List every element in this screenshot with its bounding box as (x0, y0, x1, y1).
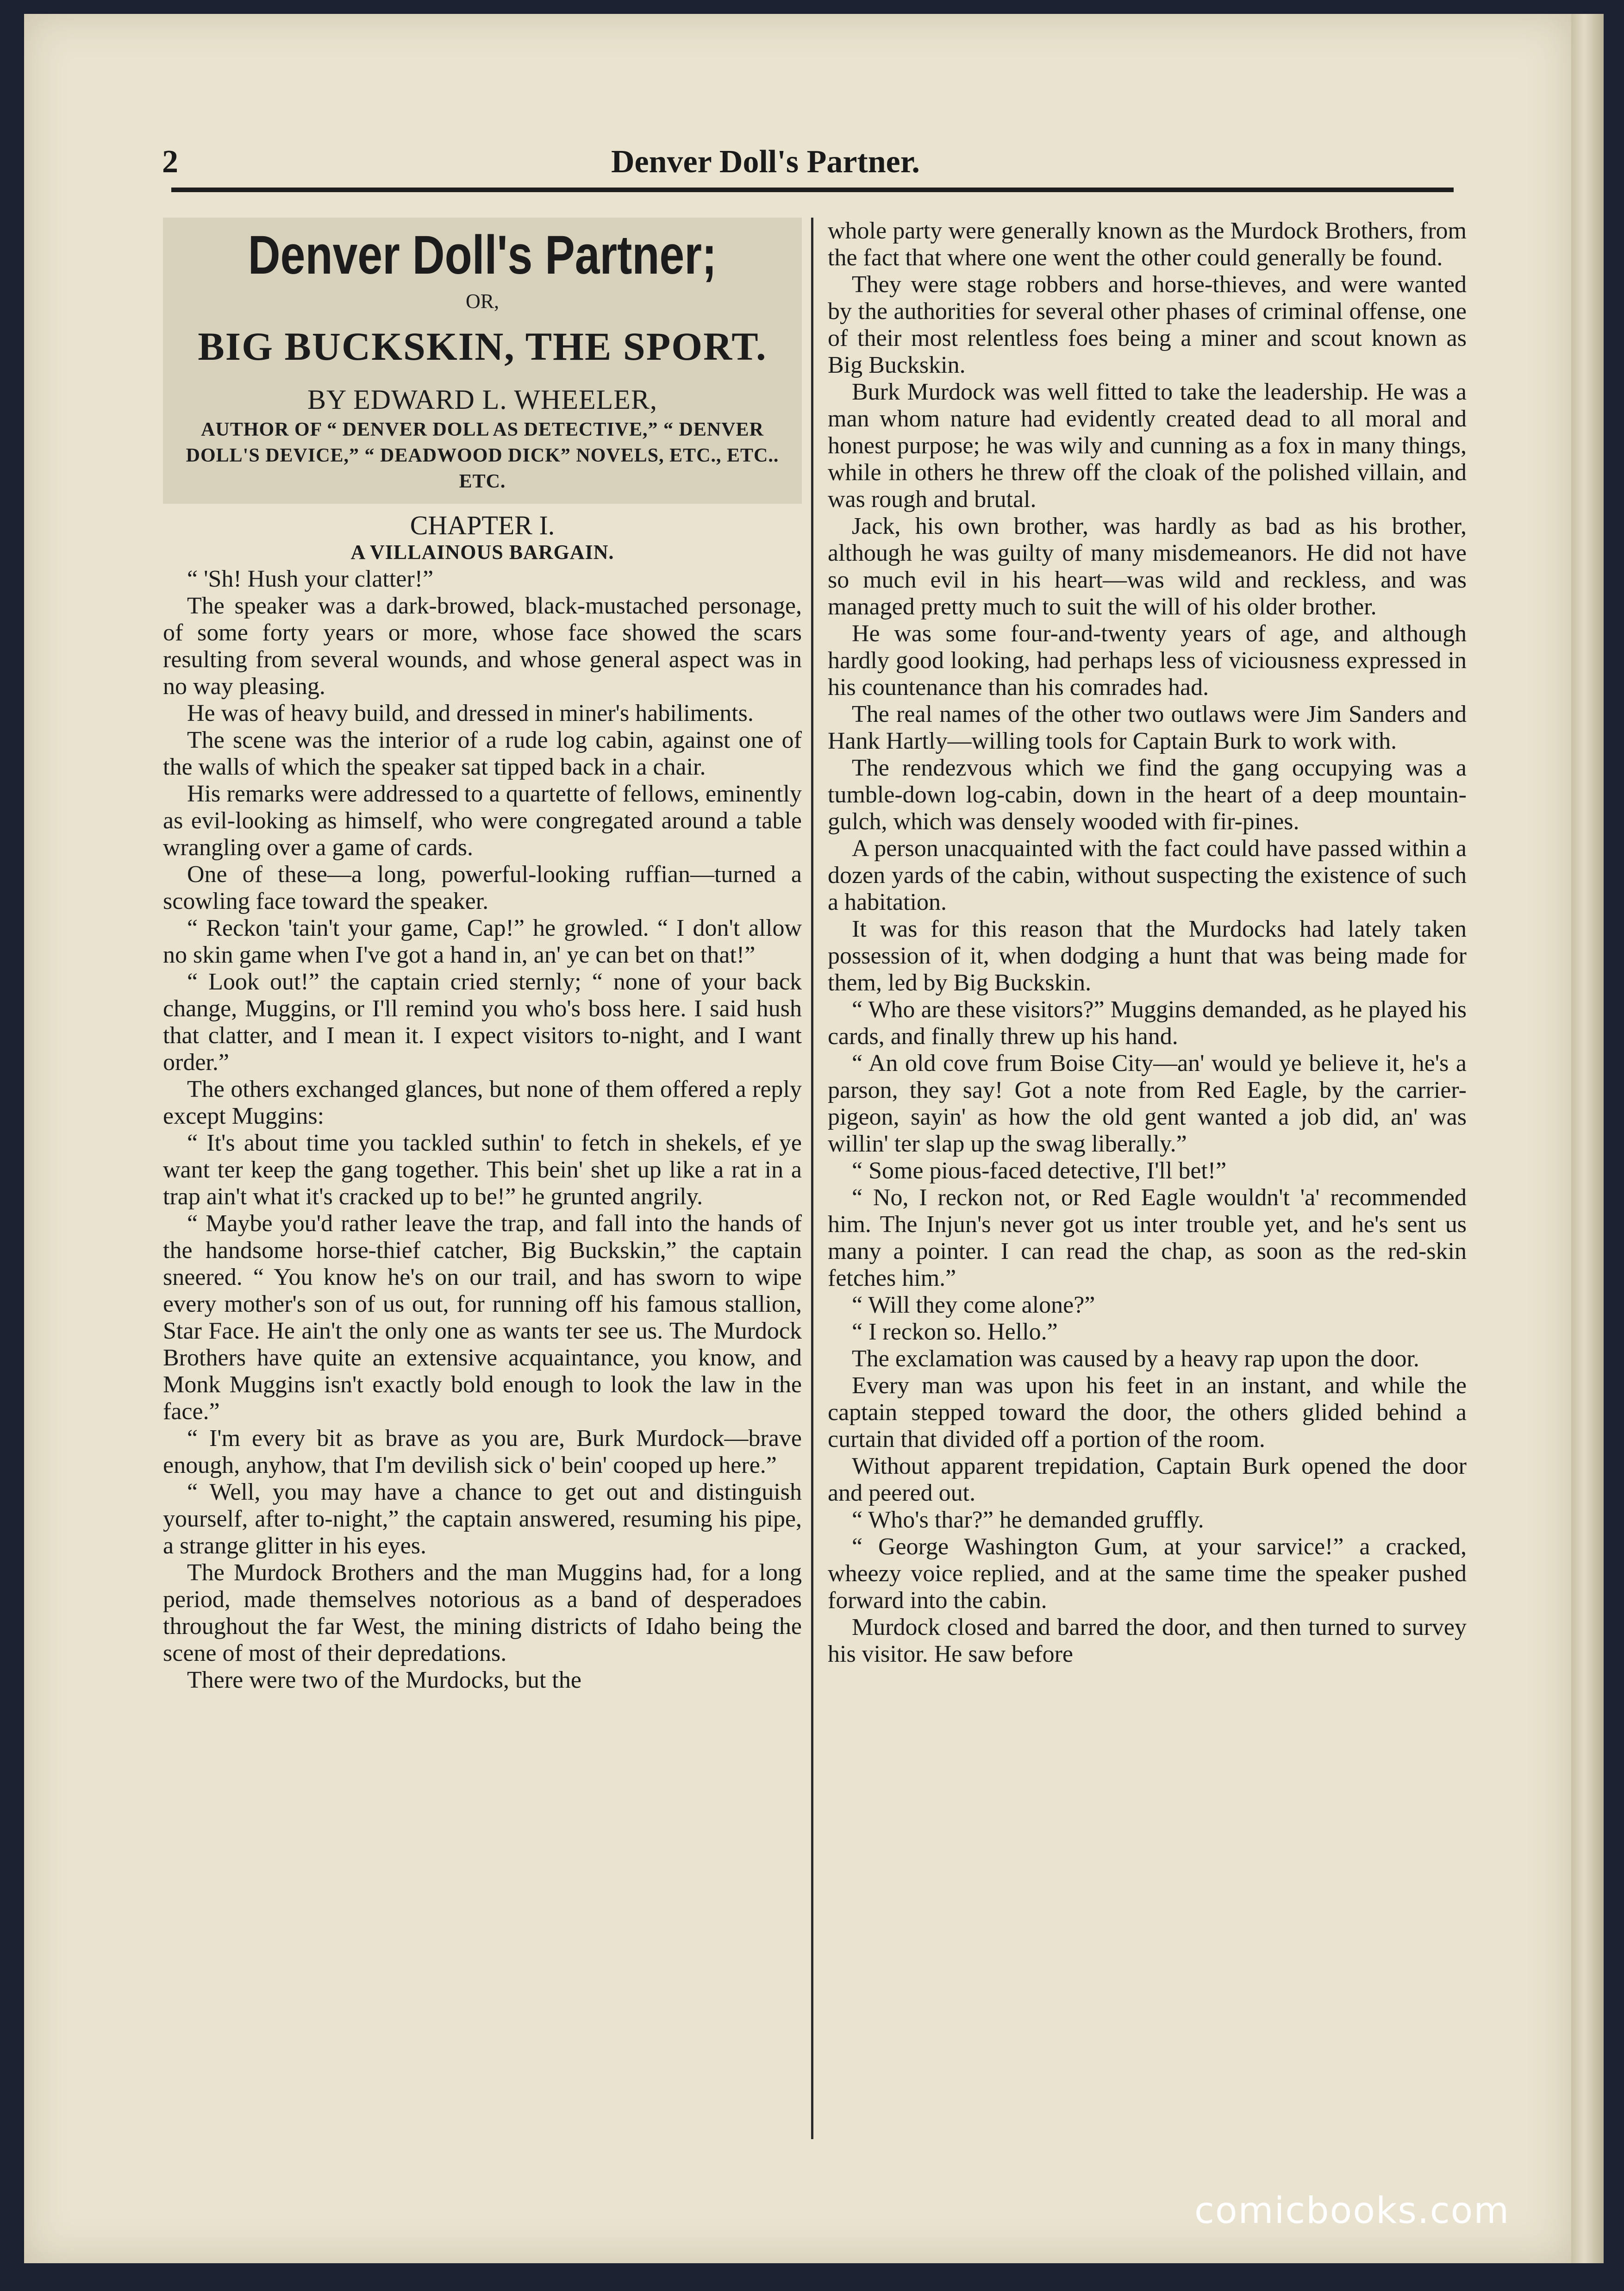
paragraph: The rendezvous which we find the gang occupying was a tumble-down log-cabin, down in the heart of a deep mountain-gulch, which was densely wooded with fir-pines. (828, 755, 1467, 835)
author-of: AUTHOR OF “ DENVER DOLL AS DETECTIVE,” “ DENVER DOLL'S DEVICE,” “ DEADWOOD DICK” NOVELS, ETC., ETC.. ETC. (186, 419, 779, 492)
paragraph: The speaker was a dark-browed, black-mustached personage, of some forty years or more, whose face showed the scars resulting from several wounds, and whose general aspect was in no way pleasing. (163, 593, 802, 700)
paragraph: Every man was upon his feet in an instant, and while the captain stepped toward the door, the others glided behind a curtain that divided off a portion of the room. (828, 1372, 1467, 1452)
chapter-title: A VILLAINOUS BARGAIN. (350, 541, 614, 563)
paragraph: “ Reckon 'tain't your game, Cap!” he growled. “ I don't allow no skin game when I've got a hand in, an' ye can bet on that!” (163, 915, 802, 968)
paragraph: “ Look out!” the captain cried sternly; “ none of your back change, Muggins, or I'll remind you who's boss here. I said hush that clatter, and I mean it. I expect visitors to-night, and I want order.” (163, 969, 802, 1076)
left-column (163, 218, 802, 1694)
site-watermark: comicbooks.com (1194, 2190, 1510, 2232)
chapter-number: CHAPTER I. (410, 510, 555, 540)
paragraph: “ Some pious-faced detective, I'll bet!” (852, 1158, 1227, 1184)
story-subtitle: BIG BUCKSKIN, THE SPORT. (198, 324, 767, 369)
paragraph: The scene was the interior of a rude log cabin, against one of the walls of which the speaker sat tipped back in a chair. (163, 727, 802, 780)
paragraph: whole party were generally known as the Murdock Brothers, from the fact that where one went the other could generally be found. (828, 218, 1467, 271)
paragraph: Jack, his own brother, was hardly as bad as his brother, although he was guilty of many misdemeanors. He did not have so much evil in his heart—was wild and reckless, and was managed pretty much to suit the will of his older brother. (828, 513, 1467, 620)
paragraph: A person unacquainted with the fact could have passed within a dozen yards of the cabin, without suspecting the existence of such a habitation. (828, 835, 1467, 915)
column-rule (811, 218, 813, 2139)
story-title: Denver Doll's Partner; (248, 225, 717, 286)
paragraph: “ It's about time you tackled suthin' to fetch in shekels, ef ye want ter keep the gang together. This bein' shet up like a rat in a trap ain't what it's cracked up to be!” he grunted angrily. (163, 1130, 802, 1210)
header-rule (171, 188, 1454, 192)
page-edge (1571, 14, 1604, 2263)
paragraph: “ No, I reckon not, or Red Eagle wouldn't 'a' recommended him. The Injun's never got us inter trouble yet, and he's sent us many a pointer. I can read the chap, as soon as the red-skin fetches him.” (828, 1184, 1467, 1291)
paragraph: “ An old cove frum Boise City—an' would ye believe it, he's a parson, they say! Got a note from Red Eagle, by the carrier-pigeon, sayin' as how the old gent wanted a job did, an' was willin' ter slap up the swag liberally.” (828, 1050, 1467, 1157)
right-column (828, 218, 1467, 1668)
paragraph: “ Who are these visitors?” Muggins demanded, as he played his cards, and finally threw up his hand. (828, 996, 1467, 1050)
paragraph: “ Maybe you'd rather leave the trap, and fall into the hands of the handsome horse-thief catcher, Big Buckskin,” the captain sneered. “ You know he's on our trail, and has sworn to wipe every mother's son of us out, for running off his famous stallion, Star Face. He ain't the only one as wants ter see us. The Murdock Brothers have quite an extensive acquaintance, you know, and Monk Muggins isn't exactly bold enough to look the law in the face.” (163, 1210, 802, 1425)
paragraph: “ George Washington Gum, at your sarvice!” a cracked, wheezy voice replied, and at the same time the speaker pushed forward into the cabin. (828, 1534, 1467, 1614)
byline: BY EDWARD L. WHEELER, (307, 384, 657, 415)
paragraph: “ I reckon so. Hello.” (852, 1319, 1058, 1345)
paragraph: One of these—a long, powerful-looking ruffian—turned a scowling face toward the speaker. (163, 861, 802, 914)
paragraph: “ 'Sh! Hush your clatter!” (187, 566, 434, 592)
paragraph: Murdock closed and barred the door, and then turned to survey his visitor. He saw before (828, 1614, 1467, 1667)
paragraph: The others exchanged glances, but none of them offered a reply except Muggins: (163, 1076, 802, 1129)
paragraph: The real names of the other two outlaws were Jim Sanders and Hank Hartly—willing tools for Captain Burk to work with. (828, 701, 1467, 754)
running-title: Denver Doll's Partner. (611, 144, 920, 180)
title-or: OR, (465, 290, 500, 313)
paragraph: “ Well, you may have a chance to get out and distinguish yourself, after to-night,” the captain answered, resuming his pipe, a strange glitter in his eyes. (163, 1479, 802, 1559)
page-number: 2 (162, 144, 178, 180)
paragraph: “ Will they come alone?” (852, 1292, 1095, 1318)
paragraph: It was for this reason that the Murdocks had lately taken possession of it, when dodging a hunt that was being made for them, led by Big Buckskin. (828, 916, 1467, 996)
paragraph: There were two of the Murdocks, but the (187, 1667, 581, 1693)
paragraph: “ Who's thar?” he demanded gruffly. (852, 1507, 1204, 1533)
paragraph: His remarks were addressed to a quartette of fellows, eminently as evil-looking as himself, who were congregated around a table wrangling over a game of cards. (163, 781, 802, 861)
paragraph: The Murdock Brothers and the man Muggins had, for a long period, made themselves notorious as a band of desperadoes throughout the far West, the mining districts of Idaho being the scene of most of their depredations. (163, 1559, 802, 1666)
paragraph: The exclamation was caused by a heavy rap upon the door. (852, 1346, 1419, 1372)
title-block (163, 218, 802, 504)
paragraph: Burk Murdock was well fitted to take the leadership. He was a man whom nature had evidently created dead to all moral and honest purpose; he was wily and cunning as a fox in many things, while in others he threw off the cloak of the polished villain, and was rough and brutal. (828, 379, 1467, 513)
paragraph: “ I'm every bit as brave as you are, Burk Murdock—brave enough, anyhow, that I'm devilish sick o' bein' cooped up here.” (163, 1425, 802, 1478)
running-head (139, 139, 1454, 190)
paragraph: They were stage robbers and horse-thieves, and were wanted by the authorities for several other phases of criminal offense, one of their most relentless foes being a miner and scout known as Big Buckskin. (828, 271, 1467, 378)
paragraph: He was of heavy build, and dressed in miner's habiliments. (187, 700, 754, 726)
paragraph: Without apparent trepidation, Captain Burk opened the door and peered out. (828, 1453, 1467, 1506)
paragraph: He was some four-and-twenty years of age, and although hardly good looking, had perhaps less of viciousness expressed in his countenance than his comrades had. (828, 620, 1467, 701)
